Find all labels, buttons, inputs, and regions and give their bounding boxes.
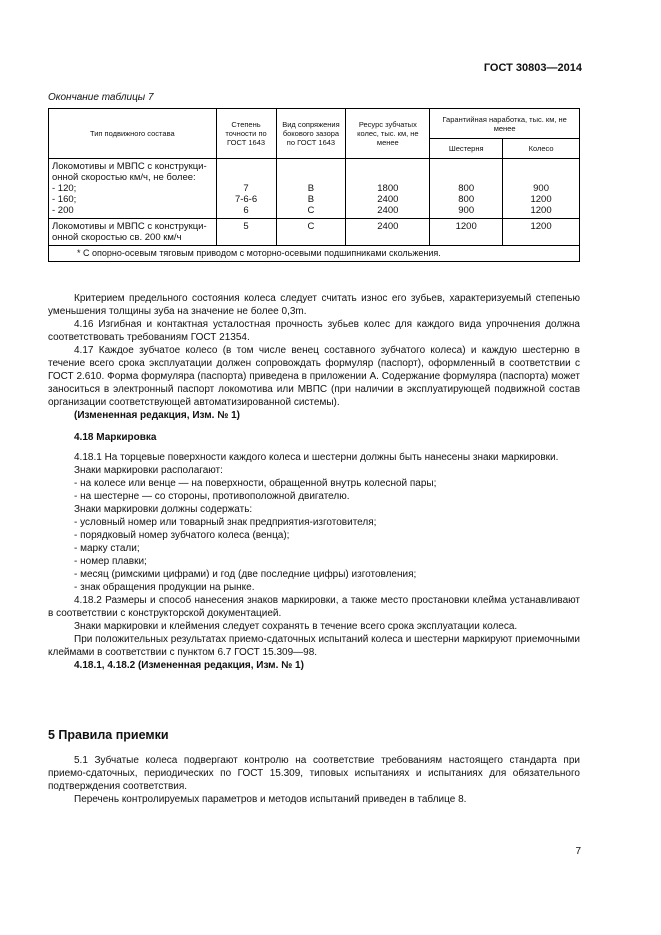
cell-value: 7 [243,183,249,194]
header-precision: Степень точности по ГОСТ 1643 [216,109,276,159]
cell-value: 1200 [530,194,552,205]
cell-value: 2400 [377,205,399,216]
cell-value: 900 [533,183,549,194]
cell-value: 7-6-6 [234,194,258,205]
header-wheel: Колесо [503,139,580,159]
paragraph: При положительных результатах приемо-сдаточных испытаний колеса и шестерни маркируют приемочными клеймами в соответствии с пунктом 6.7 ГОСТ 15.309—98. [48,634,580,658]
paragraph: Перечень контролируемых параметров и методов испытаний приведен в таблице 8. [74,794,467,805]
cell-value: 1200 [503,219,580,246]
list-item: - на шестерне — со стороны, противоположной двигателю. [74,491,350,502]
cell-line: Локомотивы и МВПС с конструкци- [52,221,207,232]
list-item: - знак обращения продукции на рынке. [74,582,255,593]
paragraph: Критерием предельного состояния колеса следует считать износ его зубьев, характеризуемый степенью уменьшения толщины зуба на значение не более 0,3m. [48,293,580,317]
section-5 [48,729,580,806]
cell-value: 1800 [377,183,399,194]
amendment-note: 4.18.1, 4.18.2 (Измененная редакция, Изм. № 1) [74,660,304,671]
table-row [49,159,580,219]
cell-line: онной скоростью св. 200 км/ч [52,232,182,243]
cell-line: онной скоростью км/ч, не более: [52,172,196,183]
header-type: Тип подвижного состава [49,109,217,159]
table-row [49,219,580,246]
cell-value: 1200 [430,219,503,246]
cell-line: Локомотивы и МВПС с конструкци- [52,161,207,172]
section-heading: 5 Правила приемки [48,728,169,742]
cell-value: 900 [458,205,475,216]
cell-value: 2400 [346,219,430,246]
paragraph: 5.1 Зубчатые колеса подвергают контролю на соответствие требованиям настоящего стандарта при приемо-сдаточных, периодических по ГОСТ 15.309, типовых испытаниях и испытаниях для обязательного подтверждения соответствия. [48,755,580,792]
list-item: - марку стали; [74,543,140,554]
table-7 [48,108,580,262]
cell-value: С [307,205,315,216]
cell-line: - 200 [52,205,74,216]
list-item: - номер плавки; [74,556,147,567]
paragraph: Знаки маркировки располагают: [74,465,223,476]
table-footnote: * С опорно-осевым тяговым приводом с моторно-осевыми подшипниками скольжения. [49,246,580,262]
subsection-heading: 4.18 Маркировка [74,432,157,443]
list-item: - на колесе или венце — на поверхности, обращенной внутрь колесной пары; [74,478,437,489]
paragraph: 4.17 Каждое зубчатое колесо (в том числе венец составного зубчатого колеса) и каждую шестерню в течение всего срока эксплуатации должен сопровождать формуляр (паспорт), оформленный в соответствии с ГОСТ 2.610. Форма формуляра (паспорта) приведена в приложении А. Содержание формуляра (паспорта) может заноситься в электронный паспорт локомотива или МВПС (при наличии в эксплуатирующей подвижной состав организации соответствующей автоматизированной системы). [48,345,580,408]
cell-line: - 160; [52,194,77,205]
document-header: ГОСТ 30803—2014 [483,62,582,74]
paragraph: Знаки маркировки должны содержать: [74,504,253,515]
list-item: - месяц (римскими цифрами) и год (две последние цифры) изготовления; [74,569,417,580]
header-pinion: Шестерня [430,139,503,159]
cell-value: В [307,183,315,194]
paragraph: 4.16 Изгибная и контактная усталостная прочность зубьев колес для каждого вида упрочнения должна соответствовать требованиям ГОСТ 21354. [48,319,580,343]
cell-value: 800 [458,194,475,205]
section-4-text [48,292,580,672]
cell-line: - 120; [52,183,77,194]
header-resource: Ресурс зубчатых колес, тыс. км, не менее [346,109,430,159]
paragraph: Знаки маркировки и клеймения следует сохранять в течение всего срока эксплуатации колеса. [74,621,518,632]
paragraph: 4.18.2 Размеры и способ нанесения знаков маркировки, а также место простановки клейма устанавливают в соответствии с конструкторской документацией. [48,595,580,619]
cell-value: В [307,194,315,205]
cell-value: 800 [458,183,475,194]
cell-value: 2400 [377,194,399,205]
cell-value: 5 [216,219,276,246]
header-mating: Вид сопряжения бокового зазора по ГОСТ 1643 [276,109,346,159]
header-warranty: Гарантийная наработка, тыс. км, не менее [430,109,580,139]
cell-value: С [276,219,346,246]
list-item: - условный номер или товарный знак предприятия-изготовителя; [74,517,377,528]
table-caption: Окончание таблицы 7 [48,92,154,103]
page-number: 7 [575,846,581,857]
list-item: - порядковый номер зубчатого колеса (венца); [74,530,290,541]
cell-value: 6 [243,205,249,216]
amendment-note: (Измененная редакция, Изм. № 1) [74,410,241,421]
cell-value: 1200 [530,205,552,216]
paragraph: 4.18.1 На торцевые поверхности каждого колеса и шестерни должны быть нанесены знаки маркировки. [74,452,559,463]
